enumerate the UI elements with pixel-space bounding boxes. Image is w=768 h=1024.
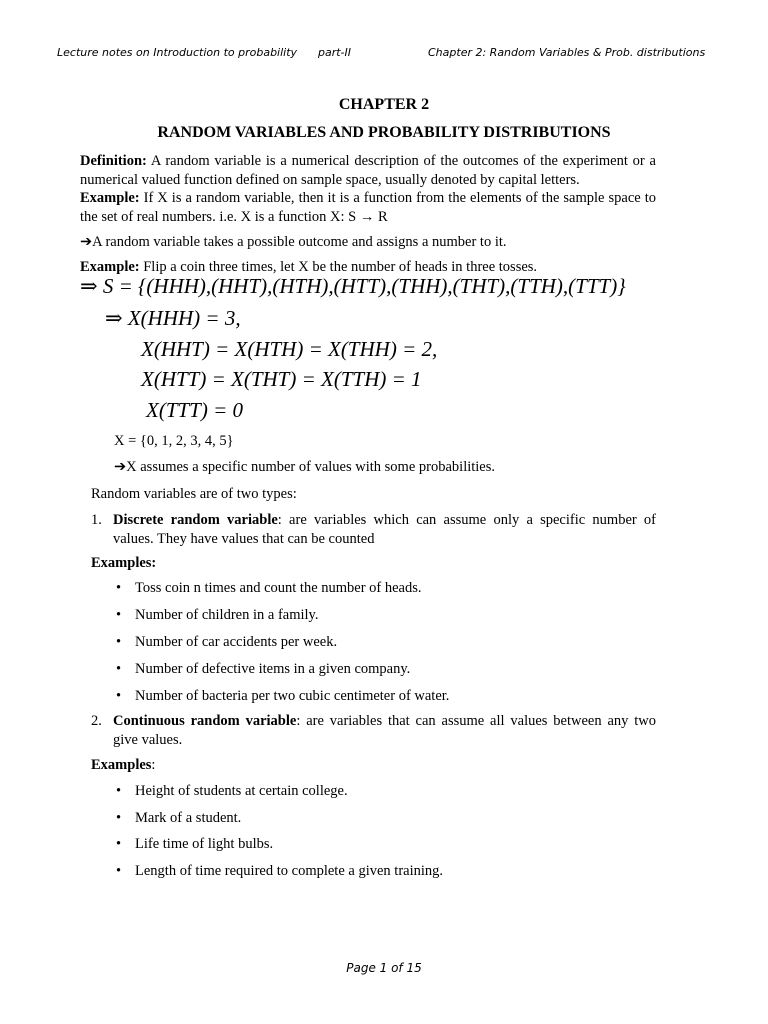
header-left: Lecture notes on Introduction to probability	[57, 46, 298, 59]
list-item: • Length of time required to complete a given training.	[116, 863, 444, 879]
equation-line-2: X(HHT) = X(HTH) = X(THH) = 2,	[141, 337, 438, 361]
discrete-examples-heading	[91, 554, 667, 573]
bullet-icon: •	[116, 863, 122, 879]
equation-line-3: X(HTT) = X(THT) = X(TTH) = 1	[141, 367, 422, 391]
discrete-number: 1.	[91, 512, 102, 528]
definition-paragraph	[80, 152, 656, 226]
bullet-icon: •	[116, 661, 122, 677]
list-item: • Number of car accidents per week.	[116, 634, 338, 650]
list-item: • Number of defective items in a given company.	[116, 661, 411, 677]
list-item: • Height of students at certain college.	[116, 783, 348, 799]
continuous-label: Continuous random variable	[113, 713, 297, 729]
continuous-text: : are variables that can assume all values between any two give values.	[113, 713, 656, 748]
arrow-note-2: ➔X assumes a specific number of values with some probabilities.	[114, 459, 496, 475]
bullet-icon: •	[116, 688, 122, 704]
definition-label: Definition:	[80, 153, 147, 169]
header-right: Chapter 2: Random Variables & Prob. distributions	[428, 46, 706, 59]
discrete-examples-label: Examples:	[91, 555, 157, 571]
continuous-paragraph	[113, 712, 656, 749]
example1-text: If X is a random variable, then it is a function from the elements of the sample space to the set of real numbers. i.e. X is a function X: S → R	[80, 190, 656, 225]
equation-sample-space: ⇒ S = {(HHH),(HHT),(HTH),(HTT),(THH),(THT),(TTH),(TTT)}	[80, 274, 626, 298]
continuous-examples-heading: Examples:	[91, 757, 156, 773]
example1-label: Example:	[80, 190, 140, 206]
arrow-note-1: ➔A random variable takes a possible outcome and assigns a number to it.	[80, 234, 507, 250]
equation-line-1: ⇒ X(HHH) = 3,	[105, 306, 241, 330]
header-middle: part-II	[318, 46, 352, 59]
bullet-icon: •	[116, 607, 122, 623]
list-item: • Life time of light bulbs.	[116, 836, 274, 852]
list-item: • Mark of a student.	[116, 810, 242, 826]
discrete-paragraph	[113, 511, 656, 548]
discrete-text: : are variables which can assume only a specific number of values. They have values that can be counted	[113, 512, 657, 547]
x-value-set: X = {0, 1, 2, 3, 4, 5}	[114, 433, 234, 449]
continuous-number: 2.	[91, 713, 102, 729]
bullet-icon: •	[116, 810, 122, 826]
example2-label: Example:	[80, 259, 140, 275]
bullet-icon: •	[116, 580, 122, 596]
discrete-label: Discrete random variable	[113, 512, 278, 528]
continuous-examples-label: Examples	[91, 757, 152, 773]
definition-text: A random variable is a numerical description of the outcomes of the experiment or a numerical valued function defined on sample space, usually denoted by capital letters.	[80, 153, 656, 188]
types-intro: Random variables are of two types:	[91, 486, 297, 502]
list-item: • Toss coin n times and count the number of heads.	[116, 580, 422, 596]
example2-text: Flip a coin three times, let X be the number of heads in three tosses.	[139, 259, 538, 275]
page-number: Page 1 of 15	[346, 961, 422, 975]
bullet-icon: •	[116, 836, 122, 852]
chapter-title: RANDOM VARIABLES AND PROBABILITY DISTRIBUTIONS	[157, 124, 611, 141]
chapter-heading: CHAPTER 2	[338, 96, 430, 113]
bullet-icon: •	[116, 634, 122, 650]
list-item: • Number of children in a family.	[116, 607, 319, 623]
bullet-icon: •	[116, 783, 122, 799]
list-item: • Number of bacteria per two cubic centimeter of water.	[116, 688, 450, 704]
equation-line-4: X(TTT) = 0	[146, 398, 244, 422]
